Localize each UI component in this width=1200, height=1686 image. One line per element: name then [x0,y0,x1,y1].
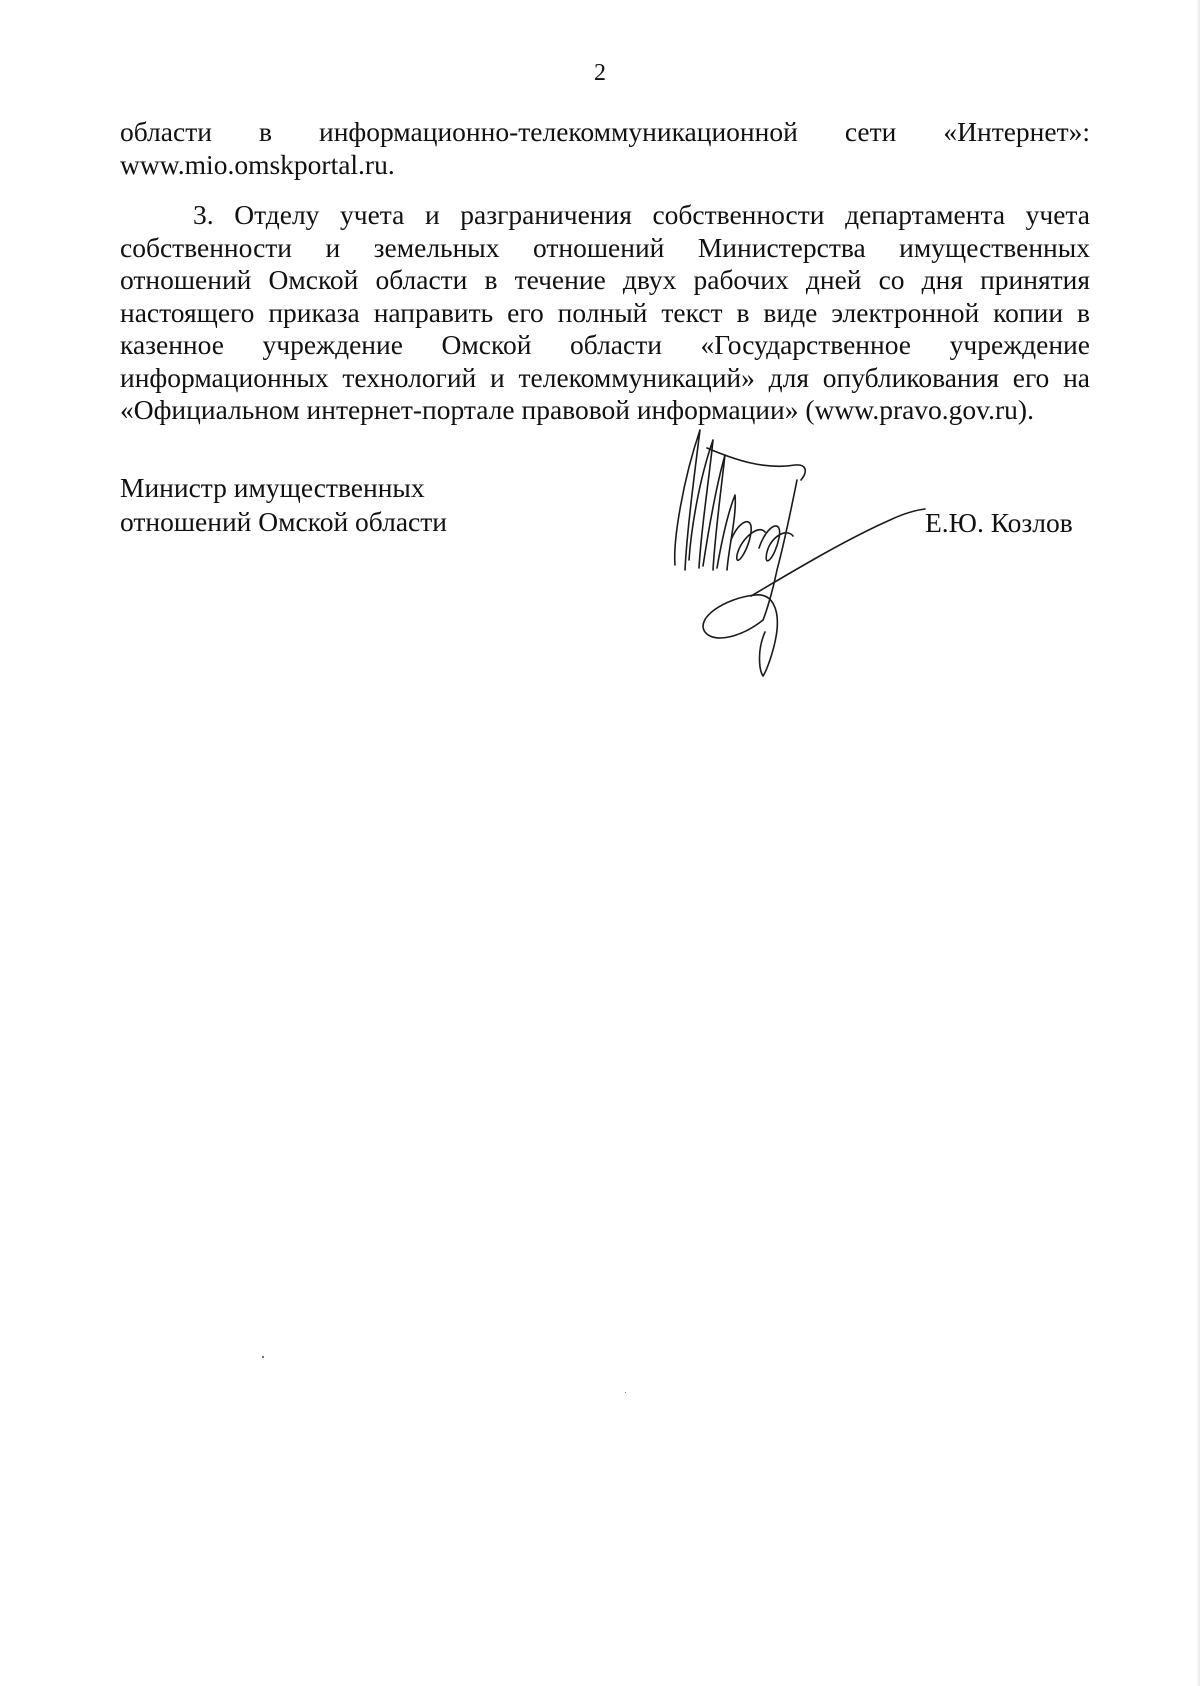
paragraph-continuation-line-2: www.mio.omskportal.ru. [120,148,395,180]
signer-title [120,471,540,539]
page-number: 2 [594,60,606,86]
paragraph-3: 3. Отделу учета и разграничения собственности департамента учета собственности и земельных отношений Министерства имущественных отношений Омской области в течение двух рабочих дней со дня принятия настоящего приказа направить его полный текст в виде электронной копии в казенное учреждение Омской области «Государственное учреждение информационных технологий и телекоммуникаций» для опубликования его на «Официальном интернет-портале правовой информации» (www.pravo.gov.ru). [120,199,1090,425]
scan-speck [262,1356,264,1358]
signer-title-line-1: Министр имущественных [120,472,425,503]
paragraph-continuation-line-1: области в информационно-телекоммуникационной сети «Интернет»: [120,116,1090,147]
handwritten-signature [655,420,955,680]
scan-speck [625,1392,626,1393]
signer-title-line-2: отношений Омской области [120,506,447,537]
paragraph-continuation [120,116,1090,181]
signer-name: Е.Ю. Козлов [925,507,1073,538]
scan-edge [1196,0,1200,1686]
document-body [120,116,1090,427]
